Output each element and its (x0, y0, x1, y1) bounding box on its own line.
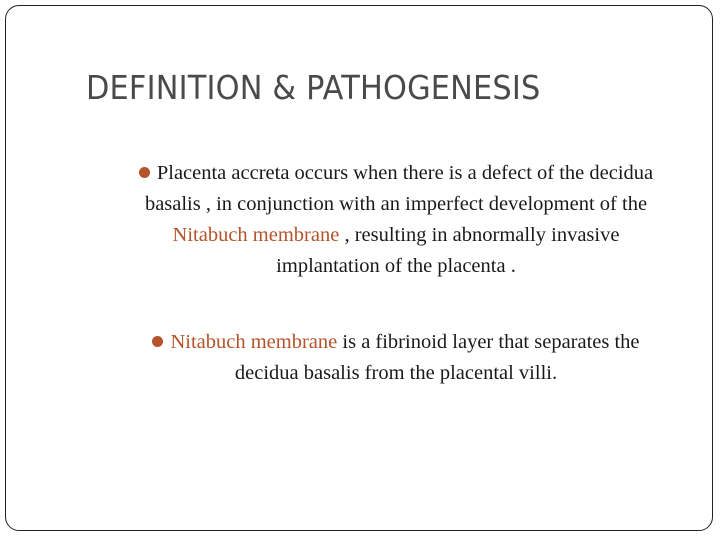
bullet-line (91, 158, 701, 189)
bullet-marker-icon (139, 167, 150, 178)
bullet-line (91, 189, 701, 220)
slide (5, 5, 713, 531)
bullet-text: implantation of the placenta . (276, 255, 516, 277)
bullet-line (91, 220, 701, 251)
bullet-text: Placenta accreta occurs when there is a defect of the decidua (156, 162, 654, 184)
bullet-line (91, 251, 701, 282)
bullet-text: is a fibrinoid layer that separates the (337, 331, 640, 353)
highlight-term-nitabuch: Nitabuch membrane (170, 331, 338, 353)
bullet-marker-icon (152, 336, 163, 347)
slide-title: DEFINITION & PATHOGENESIS (86, 68, 541, 107)
bullet-line (91, 327, 701, 358)
highlight-term-nitabuch: Nitabuch membrane (172, 224, 340, 246)
bullet-line (91, 358, 701, 389)
bullet-nitabuch-membrane (91, 327, 701, 389)
bullet-text: , resulting in abnormally invasive (339, 224, 620, 246)
bullet-text: decidua basalis from the placental villi. (234, 362, 558, 384)
bullet-placenta-accreta (91, 158, 701, 282)
bullet-text: basalis , in conjunction with an imperfect development of the (144, 193, 648, 215)
